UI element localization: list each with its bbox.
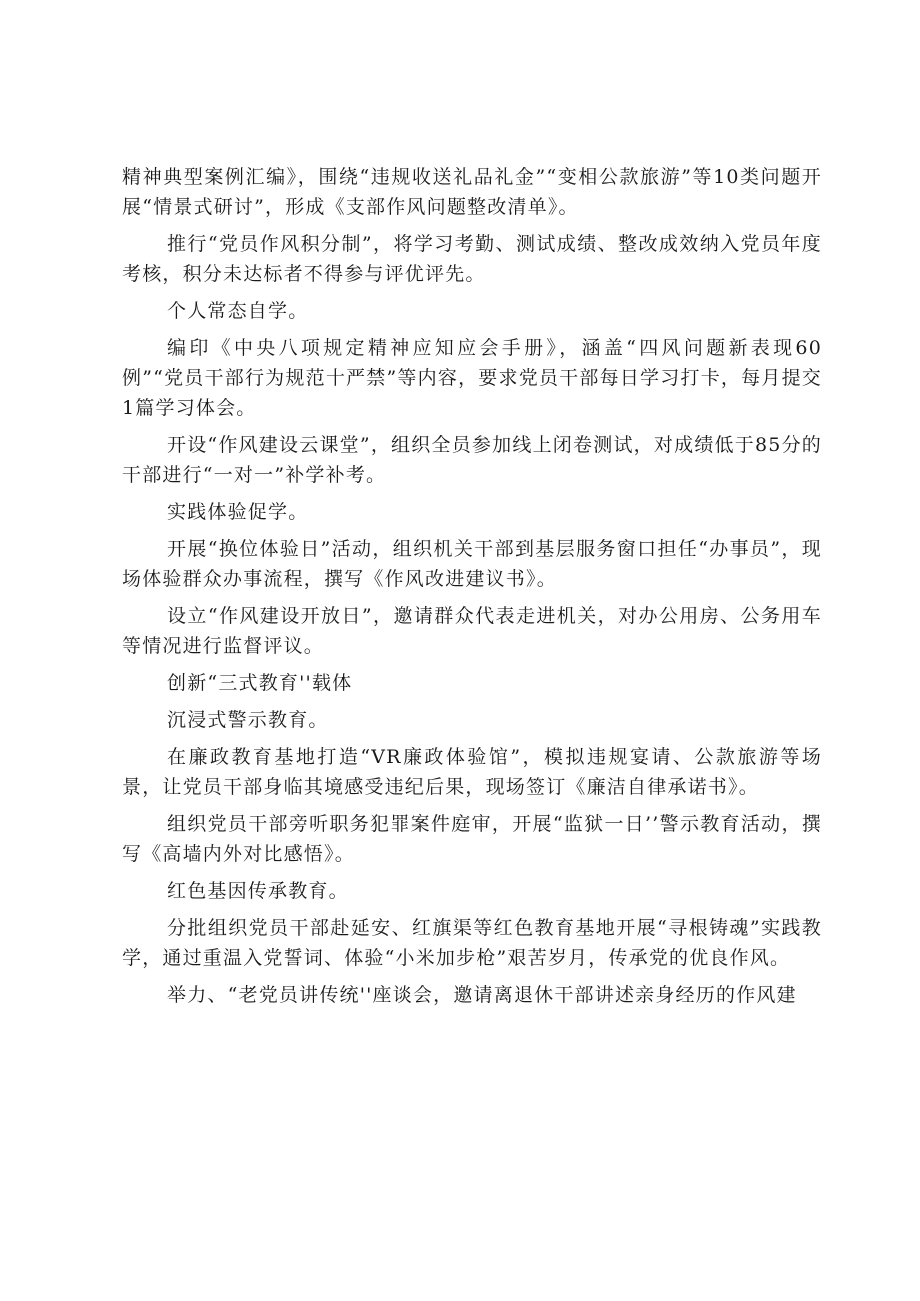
paragraph-15: 举力、“老党员讲传统''座谈会，邀请离退休干部讲述亲身经历的作风建 — [167, 984, 797, 1006]
paragraph-7: 开展“换位体验日”活动，组织机关干部到基层服务窗口担任“办事员”，现场体验群众办事流程，撰写《作风改进建议书》。 — [122, 538, 822, 590]
paragraph-5: 开设“作风建设云课堂”，组织全员参加线上闭卷测试，对成绩低于85分的干部进行“一对一”补学补考。 — [122, 434, 822, 486]
section-heading-innovation: 创新“三式教育''载体 — [167, 672, 353, 694]
paragraph-11: 在廉政教育基地打造“VR廉政体验馆”，模拟违规宴请、公款旅游等场景，让党员干部身临其境感受违纪后果，现场签订《廉洁自律承诺书》。 — [122, 746, 822, 798]
paragraph-12: 组织党员干部旁听职务犯罪案件庭审，开展“监狱一日’’警示教育活动，撰写《高墙内外对比感悟》。 — [122, 813, 822, 865]
section-heading-immersive: 沉浸式警示教育。 — [167, 709, 329, 731]
paragraph-14: 分批组织党员干部赴延安、红旗渠等红色教育基地开展“寻根铸魂”实践教学，通过重温入党誓词、体验“小米加步枪”艰苦岁月，传承党的优良作风。 — [122, 917, 822, 969]
section-heading-practice: 实践体验促学。 — [167, 501, 309, 523]
paragraph-1: 精神典型案例汇编》，围绕“违规收送礼品礼金”“变相公款旅游”等10类问题开展“情景式研讨”，形成《支部作风问题整改清单》。 — [122, 166, 822, 218]
paragraph-2: 推行“党员作风积分制”，将学习考勤、测试成绩、整改成效纳入党员年度考核，积分未达标者不得参与评优评先。 — [122, 233, 822, 285]
section-heading-personal-study: 个人常态自学。 — [167, 300, 309, 322]
paragraph-4: 编印《中央八项规定精神应知应会手册》，涵盖“四风问题新表现60例”“党员干部行为规范十严禁”等内容，要求党员干部每日学习打卡，每月提交1篇学习体会。 — [122, 337, 822, 419]
section-heading-red-gene: 红色基因传承教育。 — [167, 880, 349, 902]
paragraph-8: 设立“作风建设开放日”，邀请群众代表走进机关，对办公用房、公务用车等情况进行监督评议。 — [122, 605, 822, 657]
document-body — [122, 162, 822, 1017]
